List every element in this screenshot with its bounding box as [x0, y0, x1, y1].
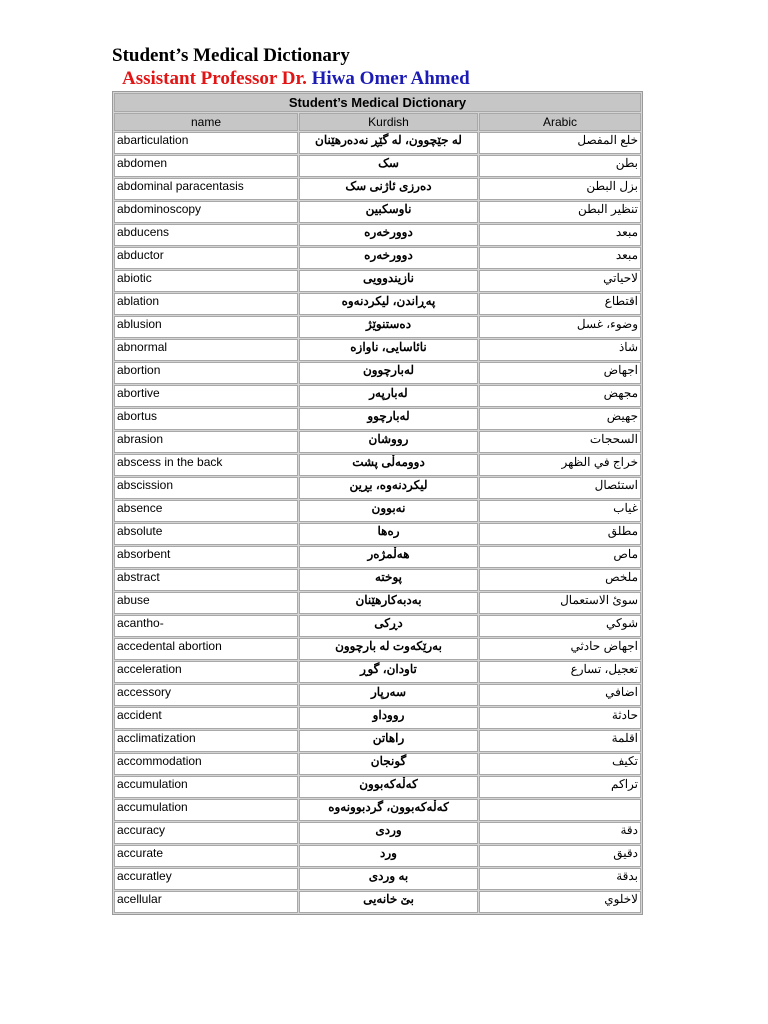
term-name-cell: accident — [114, 707, 298, 729]
term-name-cell: accuracy — [114, 822, 298, 844]
kurdish-translation-cell: لە جێچوون، لە گێڕ نەدەرهێنان — [299, 132, 478, 154]
kurdish-translation-cell: بە وردی — [299, 868, 478, 890]
kurdish-translation-cell: بەدبەکارهێنان — [299, 592, 478, 614]
arabic-translation-cell: خلع المفصل — [479, 132, 641, 154]
arabic-translation-cell: تكيف — [479, 753, 641, 775]
column-header-arabic: Arabic — [479, 113, 641, 131]
table-row — [114, 293, 641, 315]
term-name-cell: accessory — [114, 684, 298, 706]
table-row — [114, 385, 641, 407]
arabic-translation-cell: اقلمة — [479, 730, 641, 752]
kurdish-translation-cell: بەرێکەوت لە بارچوون — [299, 638, 478, 660]
table-row — [114, 178, 641, 200]
table-row — [114, 891, 641, 913]
table-row — [114, 132, 641, 154]
term-name-cell: abdominal paracentasis — [114, 178, 298, 200]
arabic-translation-cell: مجهض — [479, 385, 641, 407]
table-row — [114, 316, 641, 338]
kurdish-translation-cell: لەبارچوو — [299, 408, 478, 430]
kurdish-translation-cell: دوومەڵی پشت — [299, 454, 478, 476]
term-name-cell: abstract — [114, 569, 298, 591]
term-name-cell: ablation — [114, 293, 298, 315]
kurdish-translation-cell: کەڵەکەبوون — [299, 776, 478, 798]
arabic-translation-cell — [479, 799, 641, 821]
term-name-cell: accurate — [114, 845, 298, 867]
term-name-cell: accumulation — [114, 799, 298, 821]
arabic-translation-cell: خراج في الظهر — [479, 454, 641, 476]
author-line — [122, 67, 470, 91]
table-row — [114, 822, 641, 844]
document-title: Student’s Medical Dictionary — [112, 45, 350, 66]
arabic-translation-cell: لاحياتي — [479, 270, 641, 292]
kurdish-translation-cell: سک — [299, 155, 478, 177]
table-row — [114, 201, 641, 223]
arabic-translation-cell: جهيض — [479, 408, 641, 430]
kurdish-translation-cell: هەڵمژەر — [299, 546, 478, 568]
column-header-kurdish: Kurdish — [299, 113, 478, 131]
table-row — [114, 408, 641, 430]
kurdish-translation-cell: دوورخەرە — [299, 224, 478, 246]
column-header-name: name — [114, 113, 298, 131]
kurdish-translation-cell: دڕکی — [299, 615, 478, 637]
arabic-translation-cell: لاخلوي — [479, 891, 641, 913]
term-name-cell: accommodation — [114, 753, 298, 775]
arabic-translation-cell: غياب — [479, 500, 641, 522]
table-row — [114, 638, 641, 660]
arabic-translation-cell: تراكم — [479, 776, 641, 798]
kurdish-translation-cell: ناوسکبین — [299, 201, 478, 223]
arabic-translation-cell: بدقة — [479, 868, 641, 890]
kurdish-translation-cell: رووشان — [299, 431, 478, 453]
term-name-cell: ablusion — [114, 316, 298, 338]
term-name-cell: abdominoscopy — [114, 201, 298, 223]
table-title-row — [114, 93, 641, 112]
table-row — [114, 799, 641, 821]
term-name-cell: abductor — [114, 247, 298, 269]
table-row — [114, 615, 641, 637]
table-row — [114, 362, 641, 384]
term-name-cell: acclimatization — [114, 730, 298, 752]
table-row — [114, 868, 641, 890]
term-name-cell: accedental abortion — [114, 638, 298, 660]
kurdish-translation-cell: راهاتن — [299, 730, 478, 752]
term-name-cell: abortus — [114, 408, 298, 430]
table-row — [114, 661, 641, 683]
kurdish-translation-cell: نازیندوویی — [299, 270, 478, 292]
kurdish-translation-cell: نەبوون — [299, 500, 478, 522]
arabic-translation-cell: تعجيل، تسارع — [479, 661, 641, 683]
arabic-translation-cell: اجهاض حادثي — [479, 638, 641, 660]
table-row — [114, 845, 641, 867]
kurdish-translation-cell: بێ خانەیی — [299, 891, 478, 913]
table-header-row — [114, 113, 641, 131]
table-row — [114, 730, 641, 752]
arabic-translation-cell: اجهاض — [479, 362, 641, 384]
term-name-cell: abdomen — [114, 155, 298, 177]
arabic-translation-cell: شاذ — [479, 339, 641, 361]
arabic-translation-cell: سوئ الاستعمال — [479, 592, 641, 614]
table-row — [114, 454, 641, 476]
table-row — [114, 707, 641, 729]
term-name-cell: abiotic — [114, 270, 298, 292]
kurdish-translation-cell: دوورخەرە — [299, 247, 478, 269]
arabic-translation-cell: شوكي — [479, 615, 641, 637]
arabic-translation-cell: تنظير البطن — [479, 201, 641, 223]
arabic-translation-cell: وضوء، غسل — [479, 316, 641, 338]
author-name: Hiwa Omer Ahmed — [311, 68, 470, 89]
table-title: Student’s Medical Dictionary — [114, 93, 641, 112]
table-body — [114, 132, 641, 913]
term-name-cell: accumulation — [114, 776, 298, 798]
term-name-cell: abortive — [114, 385, 298, 407]
arabic-translation-cell: دقيق — [479, 845, 641, 867]
kurdish-translation-cell: رەها — [299, 523, 478, 545]
kurdish-translation-cell: لەبارچوون — [299, 362, 478, 384]
kurdish-translation-cell: دەرزی ئاژنی سک — [299, 178, 478, 200]
kurdish-translation-cell: کەڵەکەبوون، گردبوونەوە — [299, 799, 478, 821]
arabic-translation-cell: ماص — [479, 546, 641, 568]
table-row — [114, 569, 641, 591]
term-name-cell: acceleration — [114, 661, 298, 683]
table-row — [114, 339, 641, 361]
term-name-cell: accuratley — [114, 868, 298, 890]
arabic-translation-cell: مبعد — [479, 247, 641, 269]
kurdish-translation-cell: لیکردنەوە، بڕین — [299, 477, 478, 499]
author-role: Assistant Professor Dr. — [122, 68, 307, 89]
table-row — [114, 500, 641, 522]
kurdish-translation-cell: رووداو — [299, 707, 478, 729]
arabic-translation-cell: ملخص — [479, 569, 641, 591]
term-name-cell: absorbent — [114, 546, 298, 568]
arabic-translation-cell: مطلق — [479, 523, 641, 545]
kurdish-translation-cell: سەرپار — [299, 684, 478, 706]
table-row — [114, 776, 641, 798]
term-name-cell: abuse — [114, 592, 298, 614]
term-name-cell: abarticulation — [114, 132, 298, 154]
term-name-cell: acellular — [114, 891, 298, 913]
kurdish-translation-cell: پەڕاندن، لیکردنەوە — [299, 293, 478, 315]
kurdish-translation-cell: وردی — [299, 822, 478, 844]
term-name-cell: abrasion — [114, 431, 298, 453]
table-row — [114, 753, 641, 775]
arabic-translation-cell: بطن — [479, 155, 641, 177]
term-name-cell: acantho- — [114, 615, 298, 637]
kurdish-translation-cell: لەبارپەر — [299, 385, 478, 407]
arabic-translation-cell: اضافي — [479, 684, 641, 706]
kurdish-translation-cell: نائاسایی، ناوازە — [299, 339, 478, 361]
table-row — [114, 431, 641, 453]
table-row — [114, 592, 641, 614]
kurdish-translation-cell: دەستنوێژ — [299, 316, 478, 338]
table-row — [114, 684, 641, 706]
term-name-cell: abnormal — [114, 339, 298, 361]
arabic-translation-cell: السحجات — [479, 431, 641, 453]
kurdish-translation-cell: پوختە — [299, 569, 478, 591]
arabic-translation-cell: مبعد — [479, 224, 641, 246]
table-row — [114, 270, 641, 292]
table-row — [114, 224, 641, 246]
arabic-translation-cell: اقتطاع — [479, 293, 641, 315]
arabic-translation-cell: حادثة — [479, 707, 641, 729]
arabic-translation-cell: بزل البطن — [479, 178, 641, 200]
arabic-translation-cell: استئصال — [479, 477, 641, 499]
table-row — [114, 477, 641, 499]
table-row — [114, 155, 641, 177]
term-name-cell: abscess in the back — [114, 454, 298, 476]
term-name-cell: abscission — [114, 477, 298, 499]
term-name-cell: abducens — [114, 224, 298, 246]
kurdish-translation-cell: تاودان، گوڕ — [299, 661, 478, 683]
table-row — [114, 247, 641, 269]
term-name-cell: abortion — [114, 362, 298, 384]
kurdish-translation-cell: ورد — [299, 845, 478, 867]
kurdish-translation-cell: گونجان — [299, 753, 478, 775]
table-row — [114, 523, 641, 545]
table-row — [114, 546, 641, 568]
arabic-translation-cell: دقة — [479, 822, 641, 844]
term-name-cell: absolute — [114, 523, 298, 545]
dictionary-table — [112, 91, 643, 915]
term-name-cell: absence — [114, 500, 298, 522]
